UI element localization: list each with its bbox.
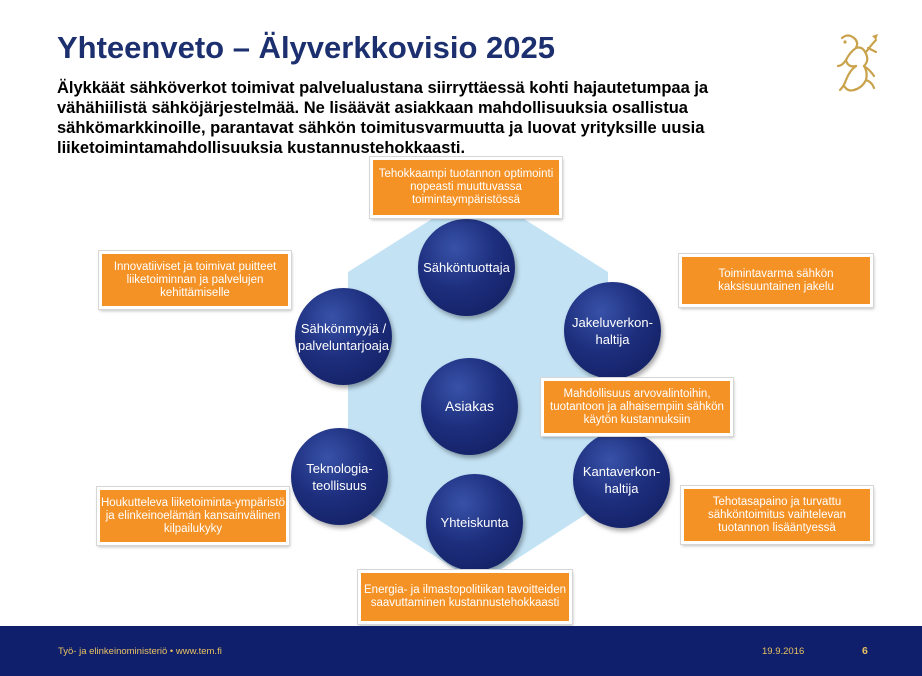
- slide-title: Yhteenveto – Älyverkkovisio 2025: [57, 30, 555, 65]
- actor-circle-producer: [418, 219, 515, 316]
- footer-ministry: Työ- ja elinkeinoministeriö • www.tem.fi: [58, 646, 222, 657]
- actor-circle-society: [426, 474, 523, 571]
- benefit-box-distribution: Toimintavarma sähkön kaksisuuntainen jakelu: [679, 254, 873, 307]
- footer-bar: [0, 626, 922, 676]
- actor-label-technology: Teknologia-teollisuus: [306, 460, 373, 493]
- benefit-box-transmission: Tehotasapaino ja turvattu sähköntoimitus vaihtelevan tuotannon lisääntyessä: [681, 486, 873, 544]
- benefit-box-producer: Tehokkaampi tuotannon optimointi nopeasti muuttuvassa toimintaympäristössä: [370, 157, 562, 218]
- footer-page-number: 6: [862, 645, 868, 657]
- benefit-box-customer: Mahdollisuus arvovalintoihin, tuotantoon ja alhaisempiin sähkön käytön kustannuksiin: [541, 378, 733, 436]
- benefit-box-society: Energia- ja ilmastopolitiikan tavoitteiden saavuttaminen kustannustehokkaasti: [358, 570, 572, 624]
- actor-label-producer: Sähköntuottaja: [423, 260, 510, 275]
- footer-date: 19.9.2016: [762, 646, 805, 657]
- actor-circle-customer: [421, 358, 518, 455]
- actor-circle-transmission: [573, 431, 670, 528]
- actor-label-society: Yhteiskunta: [440, 515, 509, 530]
- actor-circle-retailer: [295, 288, 392, 385]
- benefit-box-technology: Houkutteleva liiketoiminta-ympäristö ja elinkeinoelämän kansainvälinen kilpailukyky: [97, 487, 289, 545]
- slide-intro: Älykkäät sähköverkot toimivat palvelualustana siirryttäessä kohti hajautetumpaa ja vähähiilistä sähköjärjestelmää. Ne lisäävät asiakkaan mahdollisuuksia osallistua sähkömarkkinoille, parantavat sähkön toimitusvarmuutta ja luovat yrityksille uusia liiketoimintamahdollisuuksia kustannustehokkaasti.: [57, 79, 709, 157]
- actor-circle-distribution: [564, 282, 661, 379]
- actor-circle-technology: [291, 428, 388, 525]
- actor-label-customer: Asiakas: [444, 398, 495, 414]
- actor-label-transmission: Kantaverkon-haltija: [582, 463, 661, 496]
- actor-label-retailer: Sähkönmyyjä / palveluntarjoaja: [297, 320, 390, 353]
- benefit-box-retailer: Innovatiiviset ja toimivat puitteet liiketoiminnan ja palvelujen kehittämiselle: [99, 251, 291, 309]
- actor-label-distribution: Jakeluverkon-haltija: [572, 314, 653, 347]
